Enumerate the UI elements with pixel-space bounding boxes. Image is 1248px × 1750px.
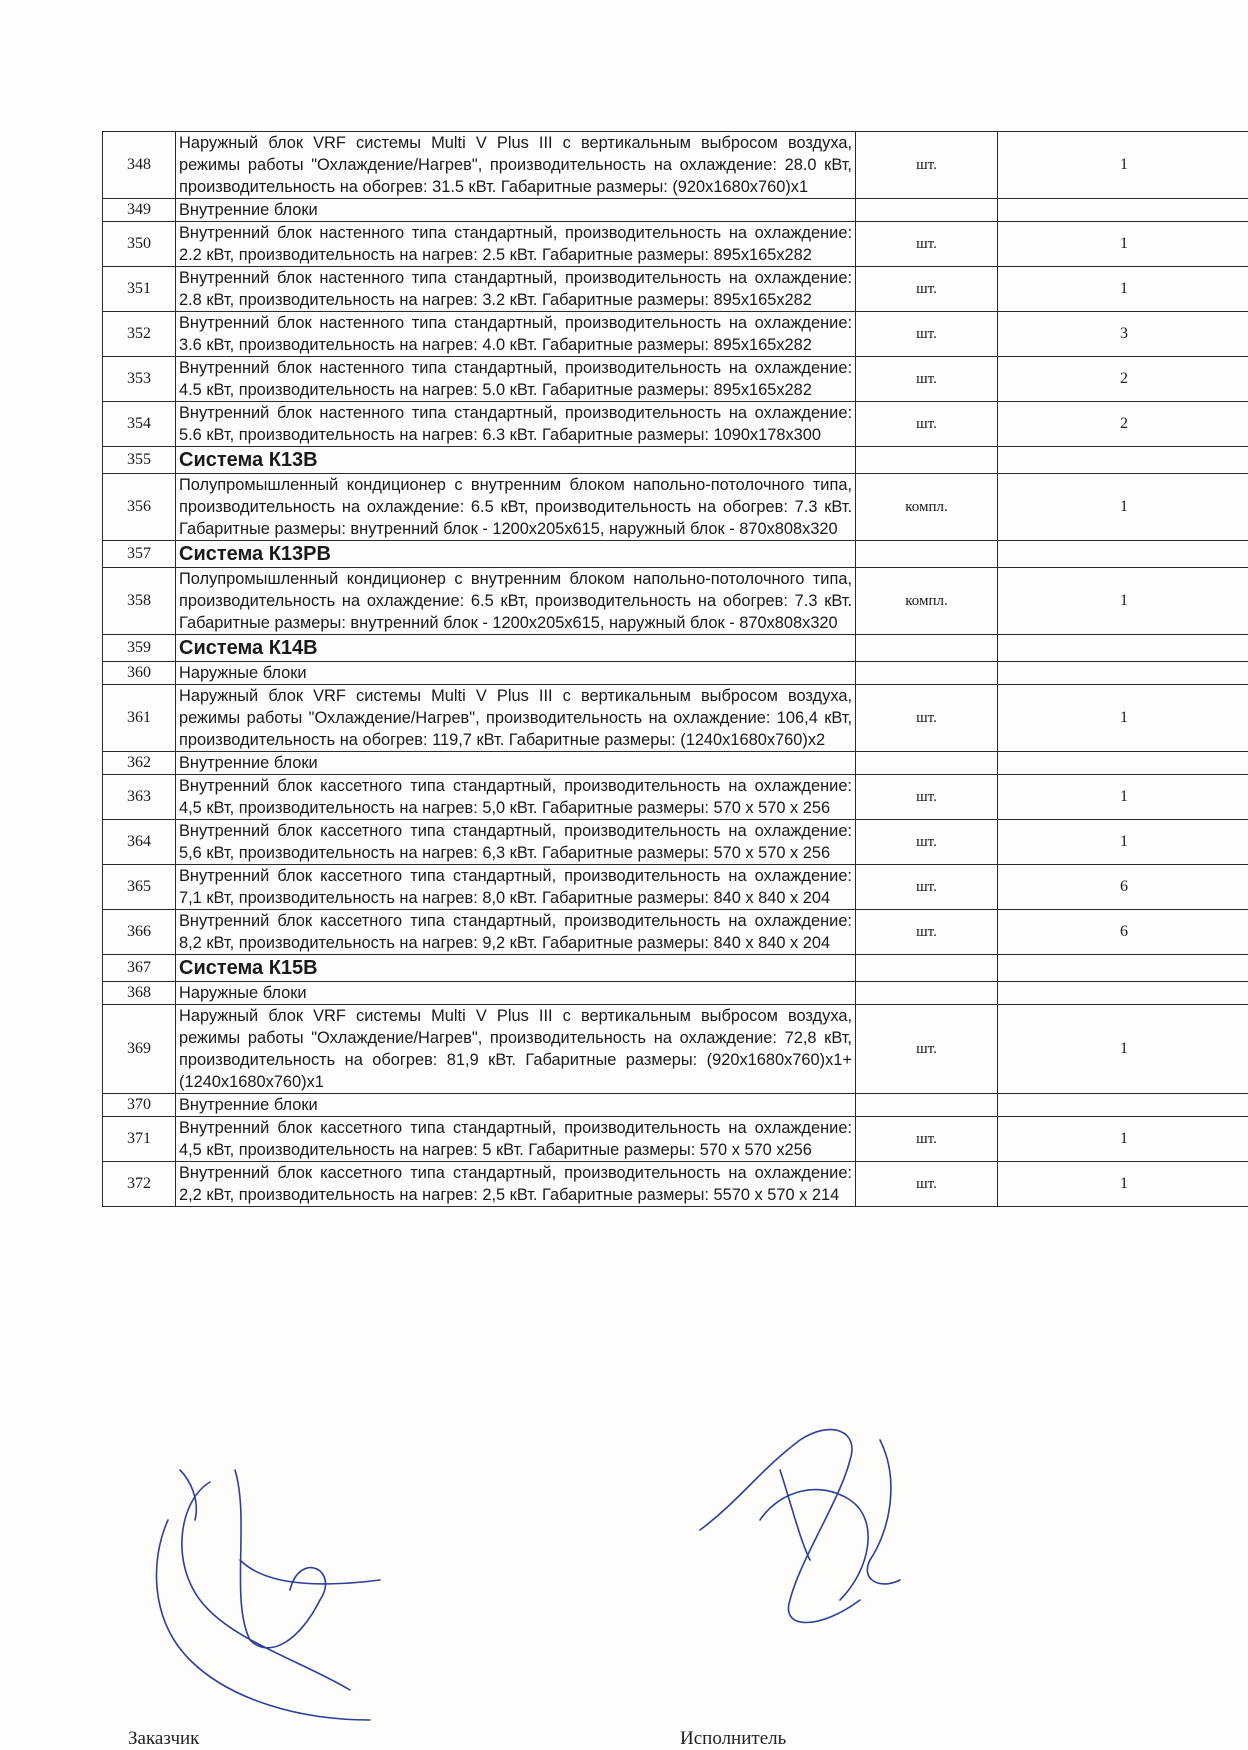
contractor-signature (700, 1430, 900, 1623)
row-description: Система К13В (176, 447, 856, 474)
row-description: Система К15В (176, 955, 856, 982)
row-number: 353 (103, 357, 176, 402)
row-description: Внутренний блок кассетного типа стандартный, производительность на охлаждение: 4,5 кВт, производительность на нагрев: 5,0 кВт. Габаритные размеры: 570 x 570 x 256 (176, 775, 856, 820)
table-row (103, 357, 1248, 402)
row-description: Система К13РВ (176, 541, 856, 568)
row-number: 359 (103, 635, 176, 662)
row-quantity: 1 (998, 820, 1248, 865)
row-number: 358 (103, 568, 176, 635)
row-quantity (998, 199, 1248, 222)
table-row (103, 865, 1248, 910)
customer-signature (156, 1470, 380, 1720)
table-row (103, 910, 1248, 955)
row-number: 355 (103, 447, 176, 474)
table-row (103, 1094, 1248, 1117)
row-description: Полупромышленный кондиционер с внутренним блоком напольно-потолочного типа, производительность на охлаждение: 6.5 кВт, производительность на обогрев: 7.3 кВт. Габаритные размеры: внутренний блок - 1200x205x615, наружный блок - 870x808x320 (176, 568, 856, 635)
row-quantity (998, 447, 1248, 474)
row-number: 372 (103, 1162, 176, 1207)
row-quantity (998, 955, 1248, 982)
row-quantity: 1 (998, 1117, 1248, 1162)
row-number: 371 (103, 1117, 176, 1162)
section-header-row (103, 635, 1248, 662)
specification-table-body (103, 132, 1248, 1207)
row-unit: шт. (856, 222, 998, 267)
row-description: Внутренний блок настенного типа стандартный, производительность на охлаждение: 4.5 кВт, производительность на нагрев: 5.0 кВт. Габаритные размеры: 895x165x282 (176, 357, 856, 402)
table-row (103, 199, 1248, 222)
row-number: 357 (103, 541, 176, 568)
row-quantity (998, 1094, 1248, 1117)
table-row (103, 1117, 1248, 1162)
table-row (103, 982, 1248, 1005)
row-number: 370 (103, 1094, 176, 1117)
row-quantity: 6 (998, 910, 1248, 955)
table-row (103, 222, 1248, 267)
table-row (103, 402, 1248, 447)
row-description: Система К14В (176, 635, 856, 662)
table-row (103, 1005, 1248, 1094)
row-quantity (998, 662, 1248, 685)
row-number: 351 (103, 267, 176, 312)
row-number: 367 (103, 955, 176, 982)
section-header-row (103, 447, 1248, 474)
table-row (103, 685, 1248, 752)
row-unit (856, 662, 998, 685)
table-row (103, 474, 1248, 541)
row-description: Внутренние блоки (176, 752, 856, 775)
row-unit: шт. (856, 267, 998, 312)
specification-table (102, 131, 1248, 1207)
row-description: Внутренний блок кассетного типа стандартный, производительность на охлаждение: 8,2 кВт, производительность на нагрев: 9,2 кВт. Габаритные размеры: 840 x 840 x 204 (176, 910, 856, 955)
row-unit (856, 447, 998, 474)
row-quantity (998, 982, 1248, 1005)
row-description: Внутренние блоки (176, 1094, 856, 1117)
table-row (103, 662, 1248, 685)
table-row (103, 568, 1248, 635)
row-description: Наружный блок VRF системы Multi V Plus III с вертикальным выбросом воздуха, режимы работы "Охлаждение/Нагрев", производительность на охлаждение: 28.0 кВт, производительность на обогрев: 31.5 кВт. Габаритные размеры: (920x1680x760)x1 (176, 132, 856, 199)
row-number: 361 (103, 685, 176, 752)
row-number: 362 (103, 752, 176, 775)
row-unit (856, 955, 998, 982)
row-unit: шт. (856, 1162, 998, 1207)
row-quantity: 1 (998, 267, 1248, 312)
table-row (103, 1162, 1248, 1207)
row-number: 354 (103, 402, 176, 447)
row-description: Наружные блоки (176, 982, 856, 1005)
row-description: Наружный блок VRF системы Multi V Plus III с вертикальным выбросом воздуха, режимы работы "Охлаждение/Нагрев", производительность на охлаждение: 72,8 кВт, производительность на обогрев: 81,9 кВт. Габаритные размеры: (920x1680x760)x1+(1240x1680x760)x1 (176, 1005, 856, 1094)
table-row (103, 132, 1248, 199)
row-number: 366 (103, 910, 176, 955)
row-quantity: 1 (998, 685, 1248, 752)
row-unit (856, 752, 998, 775)
row-quantity: 1 (998, 1005, 1248, 1094)
row-unit: шт. (856, 775, 998, 820)
row-unit: шт. (856, 910, 998, 955)
row-quantity: 1 (998, 222, 1248, 267)
row-description: Полупромышленный кондиционер с внутренним блоком напольно-потолочного типа, производительность на охлаждение: 6.5 кВт, производительность на обогрев: 7.3 кВт. Габаритные размеры: внутренний блок - 1200x205x615, наружный блок - 870x808x320 (176, 474, 856, 541)
row-unit: шт. (856, 685, 998, 752)
row-number: 363 (103, 775, 176, 820)
row-number: 349 (103, 199, 176, 222)
row-description: Внутренний блок настенного типа стандартный, производительность на охлаждение: 2.2 кВт, производительность на нагрев: 2.5 кВт. Габаритные размеры: 895x165x282 (176, 222, 856, 267)
row-unit: шт. (856, 820, 998, 865)
row-description: Внутренний блок настенного типа стандартный, производительность на охлаждение: 5.6 кВт, производительность на нагрев: 6.3 кВт. Габаритные размеры: 1090x178x300 (176, 402, 856, 447)
row-description: Внутренний блок кассетного типа стандартный, производительность на охлаждение: 7,1 кВт, производительность на нагрев: 8,0 кВт. Габаритные размеры: 840 x 840 x 204 (176, 865, 856, 910)
row-unit: компл. (856, 568, 998, 635)
row-number: 356 (103, 474, 176, 541)
row-quantity (998, 752, 1248, 775)
row-number: 348 (103, 132, 176, 199)
row-number: 352 (103, 312, 176, 357)
row-description: Внутренний блок кассетного типа стандартный, производительность на охлаждение: 2,2 кВт, производительность на нагрев: 2,5 кВт. Габаритные размеры: 5570 x 570 x 214 (176, 1162, 856, 1207)
row-quantity: 1 (998, 474, 1248, 541)
row-number: 368 (103, 982, 176, 1005)
row-unit (856, 982, 998, 1005)
section-header-row (103, 541, 1248, 568)
row-unit (856, 199, 998, 222)
row-description: Внутренний блок настенного типа стандартный, производительность на охлаждение: 3.6 кВт, производительность на нагрев: 4.0 кВт. Габаритные размеры: 895x165x282 (176, 312, 856, 357)
row-quantity: 2 (998, 357, 1248, 402)
row-unit (856, 541, 998, 568)
row-number: 364 (103, 820, 176, 865)
table-row (103, 820, 1248, 865)
table-row (103, 312, 1248, 357)
row-description: Наружный блок VRF системы Multi V Plus III с вертикальным выбросом воздуха, режимы работы "Охлаждение/Нагрев", производительность на охлаждение: 106,4 кВт, производительность на обогрев: 119,7 кВт. Габаритные размеры: (1240x1680x760)x2 (176, 685, 856, 752)
row-unit: шт. (856, 1005, 998, 1094)
row-unit: шт. (856, 132, 998, 199)
row-unit (856, 635, 998, 662)
row-quantity: 6 (998, 865, 1248, 910)
row-quantity: 1 (998, 132, 1248, 199)
row-quantity (998, 541, 1248, 568)
row-unit: шт. (856, 357, 998, 402)
row-description: Наружные блоки (176, 662, 856, 685)
row-quantity: 1 (998, 775, 1248, 820)
row-quantity: 3 (998, 312, 1248, 357)
row-unit: шт. (856, 865, 998, 910)
row-unit: шт. (856, 402, 998, 447)
row-description: Внутренние блоки (176, 199, 856, 222)
row-description: Внутренний блок кассетного типа стандартный, производительность на охлаждение: 4,5 кВт, производительность на нагрев: 5 кВт. Габаритные размеры: 570 x 570 x256 (176, 1117, 856, 1162)
row-number: 360 (103, 662, 176, 685)
row-description: Внутренний блок кассетного типа стандартный, производительность на охлаждение: 5,6 кВт, производительность на нагрев: 6,3 кВт. Габаритные размеры: 570 x 570 x 256 (176, 820, 856, 865)
customer-label: Заказчик (128, 1728, 199, 1750)
row-quantity: 2 (998, 402, 1248, 447)
row-description: Внутренний блок настенного типа стандартный, производительность на охлаждение: 2.8 кВт, производительность на нагрев: 3.2 кВт. Габаритные размеры: 895x165x282 (176, 267, 856, 312)
row-number: 369 (103, 1005, 176, 1094)
table-row (103, 775, 1248, 820)
row-unit: шт. (856, 312, 998, 357)
contractor-label: Исполнитель (680, 1728, 786, 1750)
row-unit: компл. (856, 474, 998, 541)
row-unit: шт. (856, 1117, 998, 1162)
row-number: 350 (103, 222, 176, 267)
row-number: 365 (103, 865, 176, 910)
section-header-row (103, 955, 1248, 982)
row-quantity (998, 635, 1248, 662)
table-row (103, 267, 1248, 312)
row-quantity: 1 (998, 1162, 1248, 1207)
row-quantity: 1 (998, 568, 1248, 635)
table-row (103, 752, 1248, 775)
row-unit (856, 1094, 998, 1117)
